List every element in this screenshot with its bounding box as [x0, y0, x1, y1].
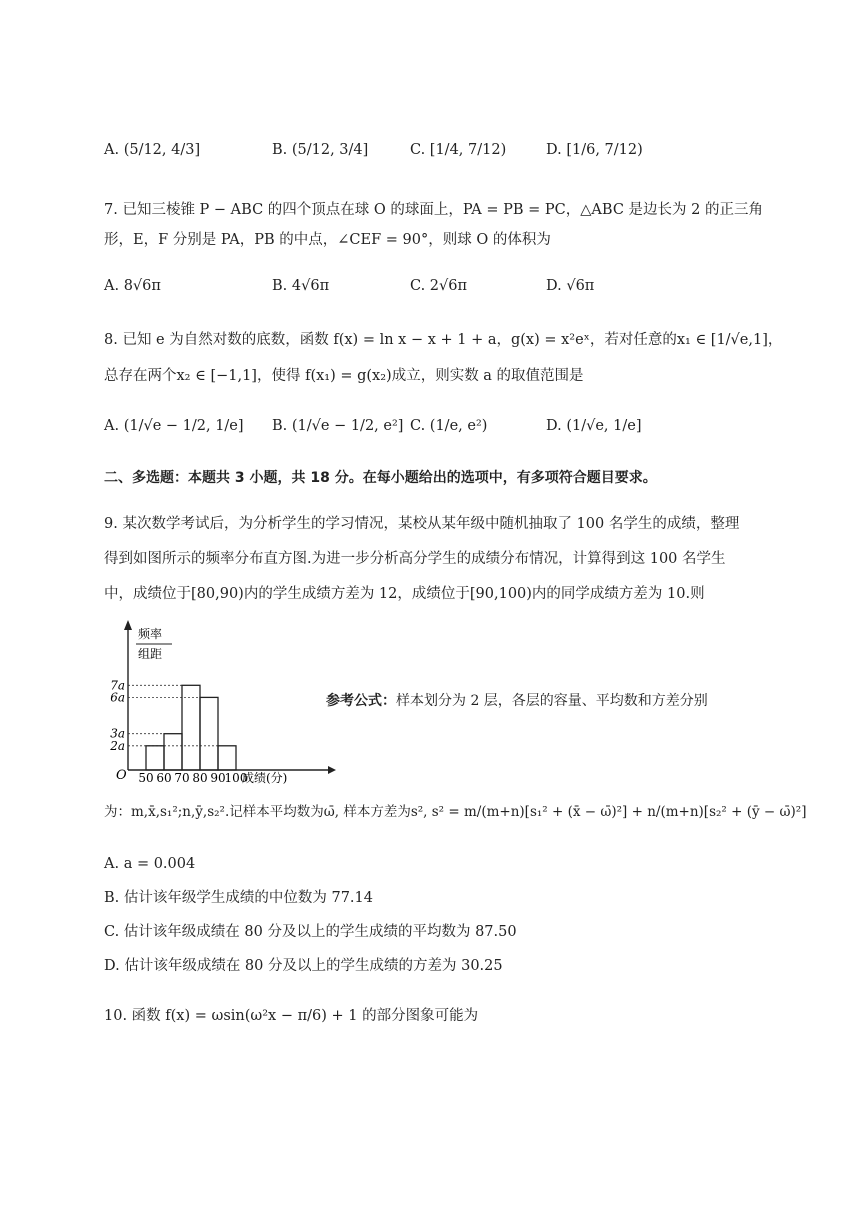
q9-line3: 中，成绩位于[80,90)内的学生成绩方差为 12，成绩位于[90,100)内的同学成绩方差为 10.则: [104, 586, 705, 602]
reference-text: 样本划分为 2 层，各层的容量、平均数和方差分别: [396, 693, 708, 709]
x-axis-label: 成绩(分): [242, 771, 288, 785]
y-tick-label: 6a: [110, 690, 125, 705]
histogram-bar: [200, 697, 218, 770]
origin-label: O: [116, 768, 127, 783]
q7-option-c: C. 2√6π: [410, 278, 468, 294]
y-axis-arrow: [124, 620, 132, 630]
section-heading: 二、多选题：本题共 3 小题，共 18 分。在每小题给出的选项中，有多项符合题目要求。: [104, 470, 657, 486]
q9-formula-line: 为：m,x̄,s₁²;n,ȳ,s₂².记样本平均数为ω̄, 样本方差为s², s² = m/(m+n)[s₁² + (x̄ − ω̄)²] + n/(m+n)[s₂² + (ȳ − ω̄)²]: [104, 804, 807, 820]
x-tick-label: 60: [156, 771, 172, 785]
q7-line2: 形，E，F 分别是 PA，PB 的中点，∠CEF = 90°，则球 O 的体积为: [104, 232, 551, 248]
q8-option-d: D. (1/√e, 1/e]: [546, 418, 642, 434]
q9-line2: 得到如图所示的频率分布直方图.为进一步分析高分学生的成绩分布情况，计算得到这 100 名学生: [104, 551, 726, 567]
q6-option-a: A. (5/12, 4/3]: [104, 142, 201, 158]
q7-option-b: B. 4√6π: [272, 278, 330, 294]
q8-options: [104, 418, 744, 448]
q8-line2: 总存在两个x₂ ∈ [−1,1]，使得 f(x₁) = g(x₂)成立，则实数 a 的取值范围是: [104, 368, 584, 384]
x-tick-label: 50: [138, 771, 154, 785]
y-tick-label: 2a: [110, 738, 125, 753]
q9-option-c: C. 估计该年级成绩在 80 分及以上的学生成绩的平均数为 87.50: [104, 924, 517, 940]
q7-options: [104, 278, 744, 308]
q6-option-d: D. [1/6, 7/12): [546, 142, 643, 158]
q7-line1: 7. 已知三棱锥 P − ABC 的四个顶点在球 O 的球面上，PA = PB = PC，△ABC 是边长为 2 的正三角: [104, 202, 763, 218]
q9-option-b: B. 估计该年级学生成绩的中位数为 77.14: [104, 890, 373, 906]
q9-line1: 9. 某次数学考试后，为分析学生的学习情况，某校从某年级中随机抽取了 100 名学生的成绩，整理: [104, 516, 740, 532]
histogram-bar: [146, 746, 164, 770]
q8-line1: 8. 已知 e 为自然对数的底数，函数 f(x) = ln x − x + 1 + a，g(x) = x²eˣ，若对任意的x₁ ∈ [1/√e,1]，: [104, 332, 783, 348]
q9-option-a: A. a = 0.004: [104, 856, 196, 872]
histogram-chart: [100, 618, 340, 788]
q6-option-b: B. (5/12, 3/4]: [272, 142, 369, 158]
x-tick-label: 100: [224, 771, 248, 785]
q8-option-b: B. (1/√e − 1/2, e²]: [272, 418, 404, 434]
q7-option-d: D. √6π: [546, 278, 595, 294]
q8-option-c: C. (1/e, e²): [410, 418, 488, 434]
y-tick-label: 3a: [110, 726, 125, 741]
reference-label: 参考公式：: [326, 693, 396, 709]
y-label-bottom: 组距: [138, 647, 163, 661]
q7-option-a: A. 8√6π: [104, 278, 161, 294]
q10-line1: 10. 函数 f(x) = ωsin(ω²x − π/6) + 1 的部分图象可能为: [104, 1008, 479, 1024]
reference-formula: [326, 690, 708, 710]
x-axis-arrow: [328, 766, 336, 774]
y-tick-label: 7a: [110, 678, 125, 693]
x-tick-label: 90: [210, 771, 226, 785]
x-tick-label: 80: [192, 771, 208, 785]
q6-options: [104, 142, 744, 172]
histogram-bar: [182, 685, 200, 770]
y-label-top: 频率: [138, 627, 163, 641]
histogram-bar: [164, 734, 182, 770]
q8-option-a: A. (1/√e − 1/2, 1/e]: [104, 418, 244, 434]
q9-option-d: D. 估计该年级成绩在 80 分及以上的学生成绩的方差为 30.25: [104, 958, 503, 974]
histogram-bar: [218, 746, 236, 770]
x-tick-label: 70: [174, 771, 190, 785]
q6-option-c: C. [1/4, 7/12): [410, 142, 507, 158]
